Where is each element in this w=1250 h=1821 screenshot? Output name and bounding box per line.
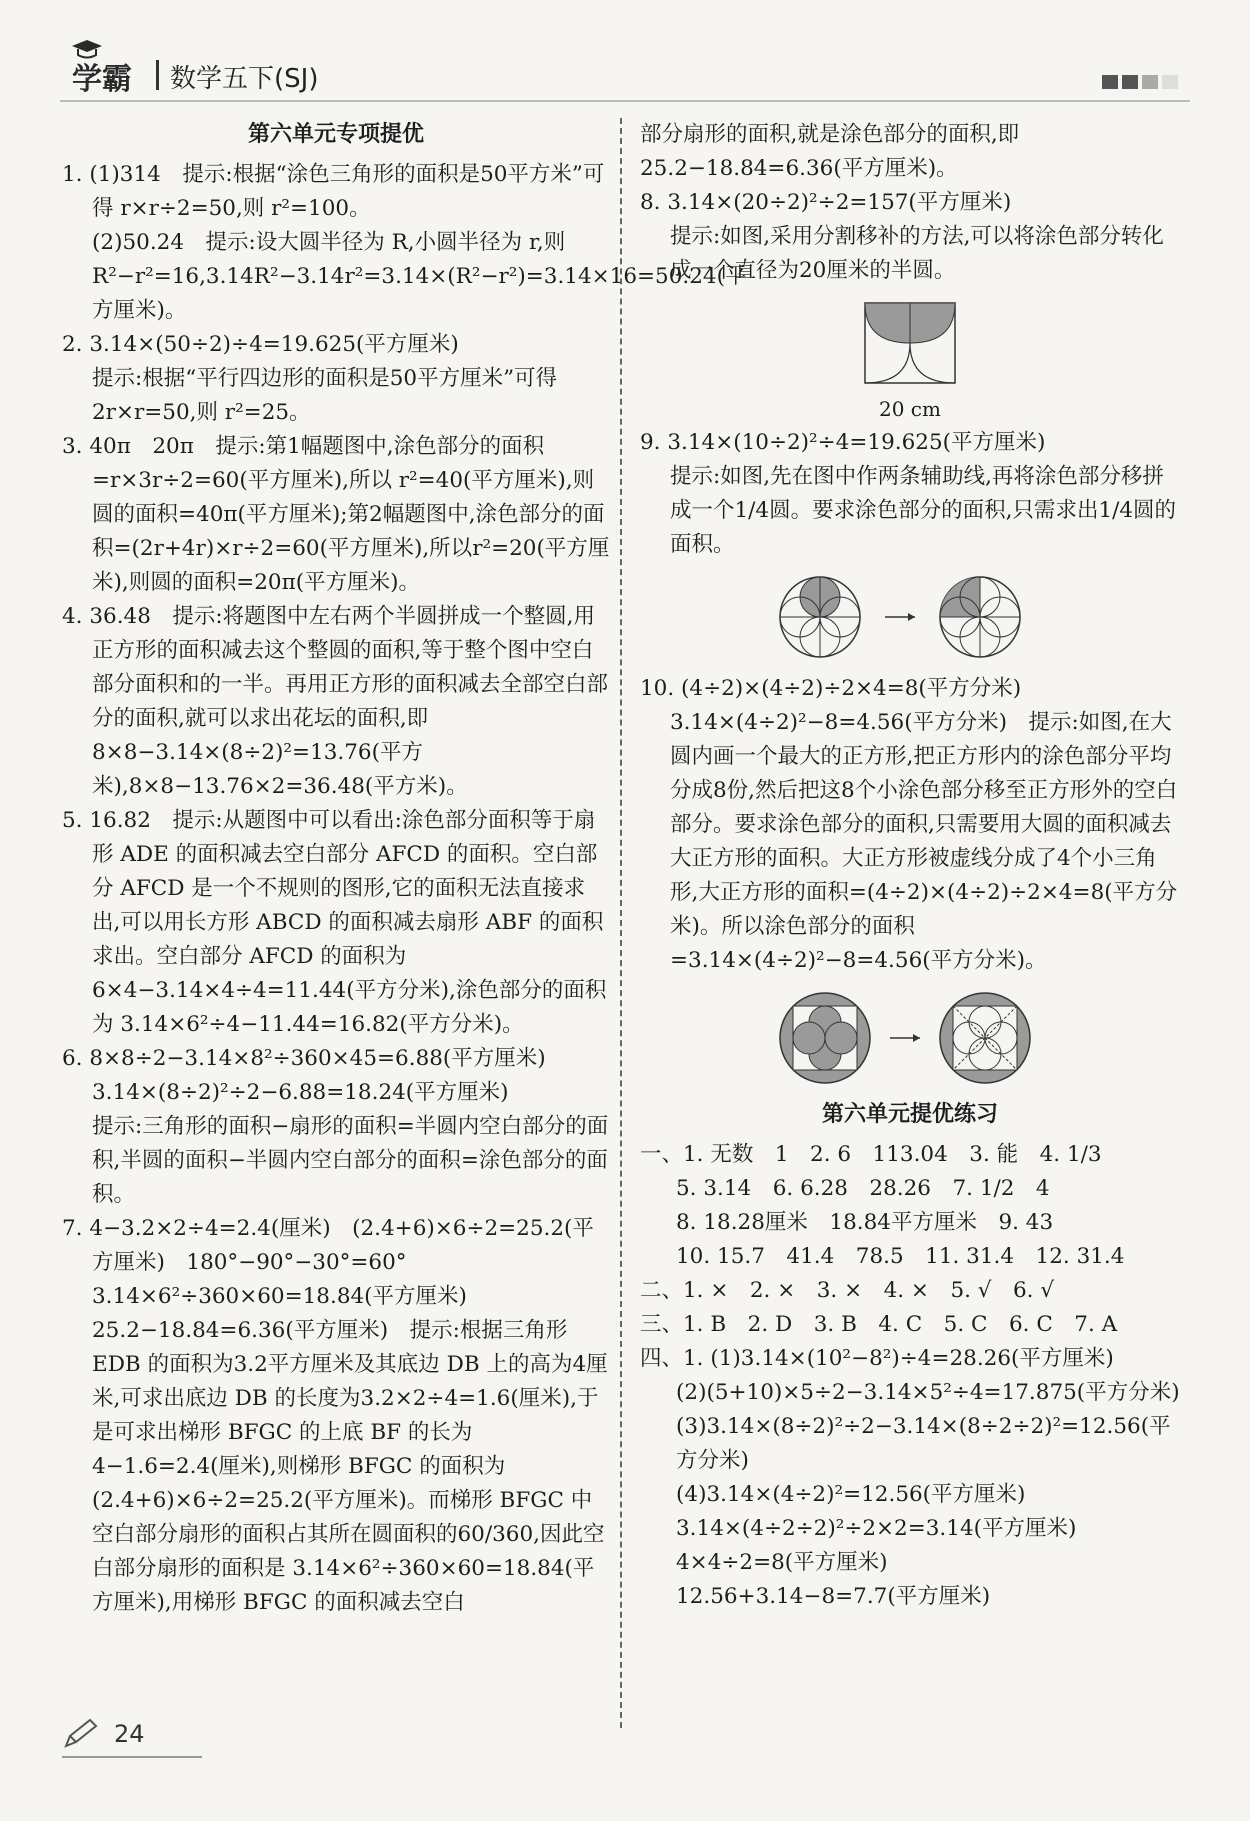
part-3: 三、1. B 2. D 3. B 4. C 5. C 6. C 7. A — [640, 1312, 1118, 1337]
pencil-icon — [62, 1716, 102, 1750]
section-title-2: 第六单元提优练习 — [821, 1102, 998, 1127]
header-decoration — [1098, 74, 1178, 93]
answer-1-2: (2)50.24 提示:设大圆半径为 R,小圆半径为 r,则 R²−r²=16,3.14R²−3.14r²=3.14×(R²−r²)=3.14×16=50.24(平方厘米)。 — [92, 230, 747, 323]
part-4-1: 四、1. (1)3.14×(10²−8²)÷4=28.26(平方厘米) — [640, 1346, 1114, 1371]
answer-10: 10. (4÷2)×(4÷2)÷2×4=8(平方分米) 3.14×(4÷2)²−8=4.56(平方分米) 提示:如图,在大圆内画一个最大的正方形,把正方形内的涂色部分平均分成8份,然后把这8个小涂色部分移至正方形外的空白部分。要求涂色部分的面积,只需要用大圆的面积减去大正方形的面积。大正方形被虚线分成了4个小三角形,大正方形的面积=(4÷2)×(4÷2)÷2×4=8(平方分米)。所以涂色部分的面积=3.14×(4÷2)²−8=4.56(平方分米)。 — [640, 676, 1178, 973]
answer-6-b: 3.14×(8÷2)²÷2−6.88=18.24(平方厘米) — [92, 1080, 509, 1105]
answer-4: 4. 36.48 提示:将题图中左右两个半圆拼成一个整圆,用正方形的面积减去这个整圆的面积,等于整个图中空白部分面积和的一半。再用正方形的面积减去全部空白部分的面积,就可以求出花坛的面积,即 8×8−3.14×(8÷2)²=13.76(平方米),8×8−13.76×2=36.48(平方米)。 — [62, 604, 609, 799]
answer-9: 9. 3.14×(10÷2)²÷4=19.625(平方厘米) — [640, 430, 1046, 455]
answer-3: 3. 40π 20π 提示:第1幅题图中,涂色部分的面积=r×3r÷2=60(平方厘米),所以 r²=40(平方厘米),则圆的面积=40π(平方厘米);第2幅题图中,涂色部分的面积=(2r+4r)×r÷2=60(平方厘米),所以r²=20(平方厘米),则圆的面积=20π(平方厘米)。 — [62, 434, 610, 595]
part-4-2: (2)(5+10)×5÷2−3.14×5²÷4=17.875(平方分米) — [676, 1380, 1180, 1405]
answer-1-1: 1. (1)314 提示:根据“涂色三角形的面积是50平方米”可得 r×r÷2=50,则 r²=100。 — [62, 162, 605, 221]
part-4-4: (4)3.14×(4÷2)²=12.56(平方厘米) — [676, 1482, 1026, 1507]
section-title: 第六单元专项提优 — [247, 122, 424, 147]
part-1-line-1: 一、1. 无数 1 2. 6 113.04 3. 能 4. 1/3 — [640, 1142, 1102, 1167]
header-rule — [60, 100, 1190, 102]
part-4-5: 3.14×(4÷2÷2)²÷2×2=3.14(平方厘米) — [676, 1516, 1077, 1541]
part-1-line-4: 10. 15.7 41.4 78.5 11. 31.4 12. 31.4 — [676, 1244, 1125, 1269]
answer-9-hint: 提示:如图,先在图中作两条辅助线,再将涂色部分移拼成一个1/4圆。要求涂色部分的面积,只需求出1/4圆的面积。 — [670, 464, 1177, 557]
header-separator — [156, 60, 159, 90]
brand-logo: 学霸 — [72, 62, 132, 97]
page-number: 24 — [114, 1720, 145, 1748]
part-1-line-3: 8. 18.28厘米 18.84平方厘米 9. 43 — [676, 1210, 1054, 1235]
answer-6-hint: 提示:三角形的面积−扇形的面积=半圆内空白部分的面积,半圆的面积−半圆内空白部分的面积=涂色部分的面积。 — [92, 1114, 609, 1207]
answer-8: 8. 3.14×(20÷2)²÷2=157(平方厘米) — [640, 190, 1012, 215]
answer-5: 5. 16.82 提示:从题图中可以看出:涂色部分面积等于扇形 ADE 的面积减去空白部分 AFCD 的面积。空白部分 AFCD 是一个不规则的图形,它的面积无法直接求出,可以用长方形 ABCD 的面积减去扇形 ABF 的面积求出。空白部分 AFCD 的面积为 6×4−3.14×4÷4=11.44(平方分米),涂色部分的面积为 3.14×6²÷4−11.44=16.82(平方分米)。 — [62, 808, 607, 1037]
part-1-line-2: 5. 3.14 6. 6.28 28.26 7. 1/2 4 — [676, 1176, 1050, 1201]
page-footer — [62, 1716, 202, 1756]
answer-6: 6. 8×8÷2−3.14×8²÷360×45=6.88(平方厘米) — [62, 1046, 546, 1071]
answer-2-hint: 提示:根据“平行四边形的面积是50平方厘米”可得 2r×r=50,则 r²=25。 — [92, 366, 558, 425]
figure-9-circles — [770, 572, 1050, 662]
figure-10-circles — [770, 988, 1050, 1088]
footer-rule — [62, 1756, 202, 1758]
part-2: 二、1. × 2. × 3. × 4. × 5. √ 6. √ — [640, 1278, 1055, 1303]
part-4-6: 4×4÷2=8(平方厘米) — [676, 1550, 888, 1575]
book-title: 数学五下(SJ) — [170, 64, 319, 94]
right-column — [640, 118, 1180, 1614]
answer-7-cont: 部分扇形的面积,就是涂色部分的面积,即 25.2−18.84=6.36(平方厘米)。 — [640, 122, 1020, 181]
page-header — [60, 50, 1190, 110]
column-divider — [620, 118, 622, 1728]
figure-8-semicircle — [860, 298, 960, 388]
part-4-7: 12.56+3.14−8=7.7(平方厘米) — [676, 1584, 991, 1609]
answer-8-hint: 提示:如图,采用分割移补的方法,可以将涂色部分转化成一个直径为20厘米的半圆。 — [670, 224, 1164, 283]
left-column — [62, 118, 747, 1620]
figure-8-caption: 20 cm — [879, 397, 941, 421]
part-4-3: (3)3.14×(8÷2)²÷2−3.14×(8÷2÷2)²=12.56(平方分米) — [676, 1414, 1171, 1473]
answer-7: 7. 4−3.2×2÷4=2.4(厘米) (2.4+6)×6÷2=25.2(平方厘米) 180°−90°−30°=60° 3.14×6²÷360×60=18.84(平方厘米) 25.2−18.84=6.36(平方厘米) 提示:根据三角形 EDB 的面积为3.2平方厘米及其底边 DB 上的高为4厘米,可求出底边 DB 的长度为3.2×2÷4=1.6(厘米),于是可求出梯形 BFGC 的上底 BF 的长为 4−1.6=2.4(厘米),则梯形 BFGC 的面积为(2.4+6)×6÷2=25.2(平方厘米)。而梯形 BFGC 中空白部分扇形的面积占其所在圆面积的60/360,因此空白部分扇形的面积是 3.14×6²÷360×60=18.84(平方厘米),用梯形 BFGC 的面积减去空白 — [62, 1216, 608, 1615]
answer-2: 2. 3.14×(50÷2)÷4=19.625(平方厘米) — [62, 332, 459, 357]
